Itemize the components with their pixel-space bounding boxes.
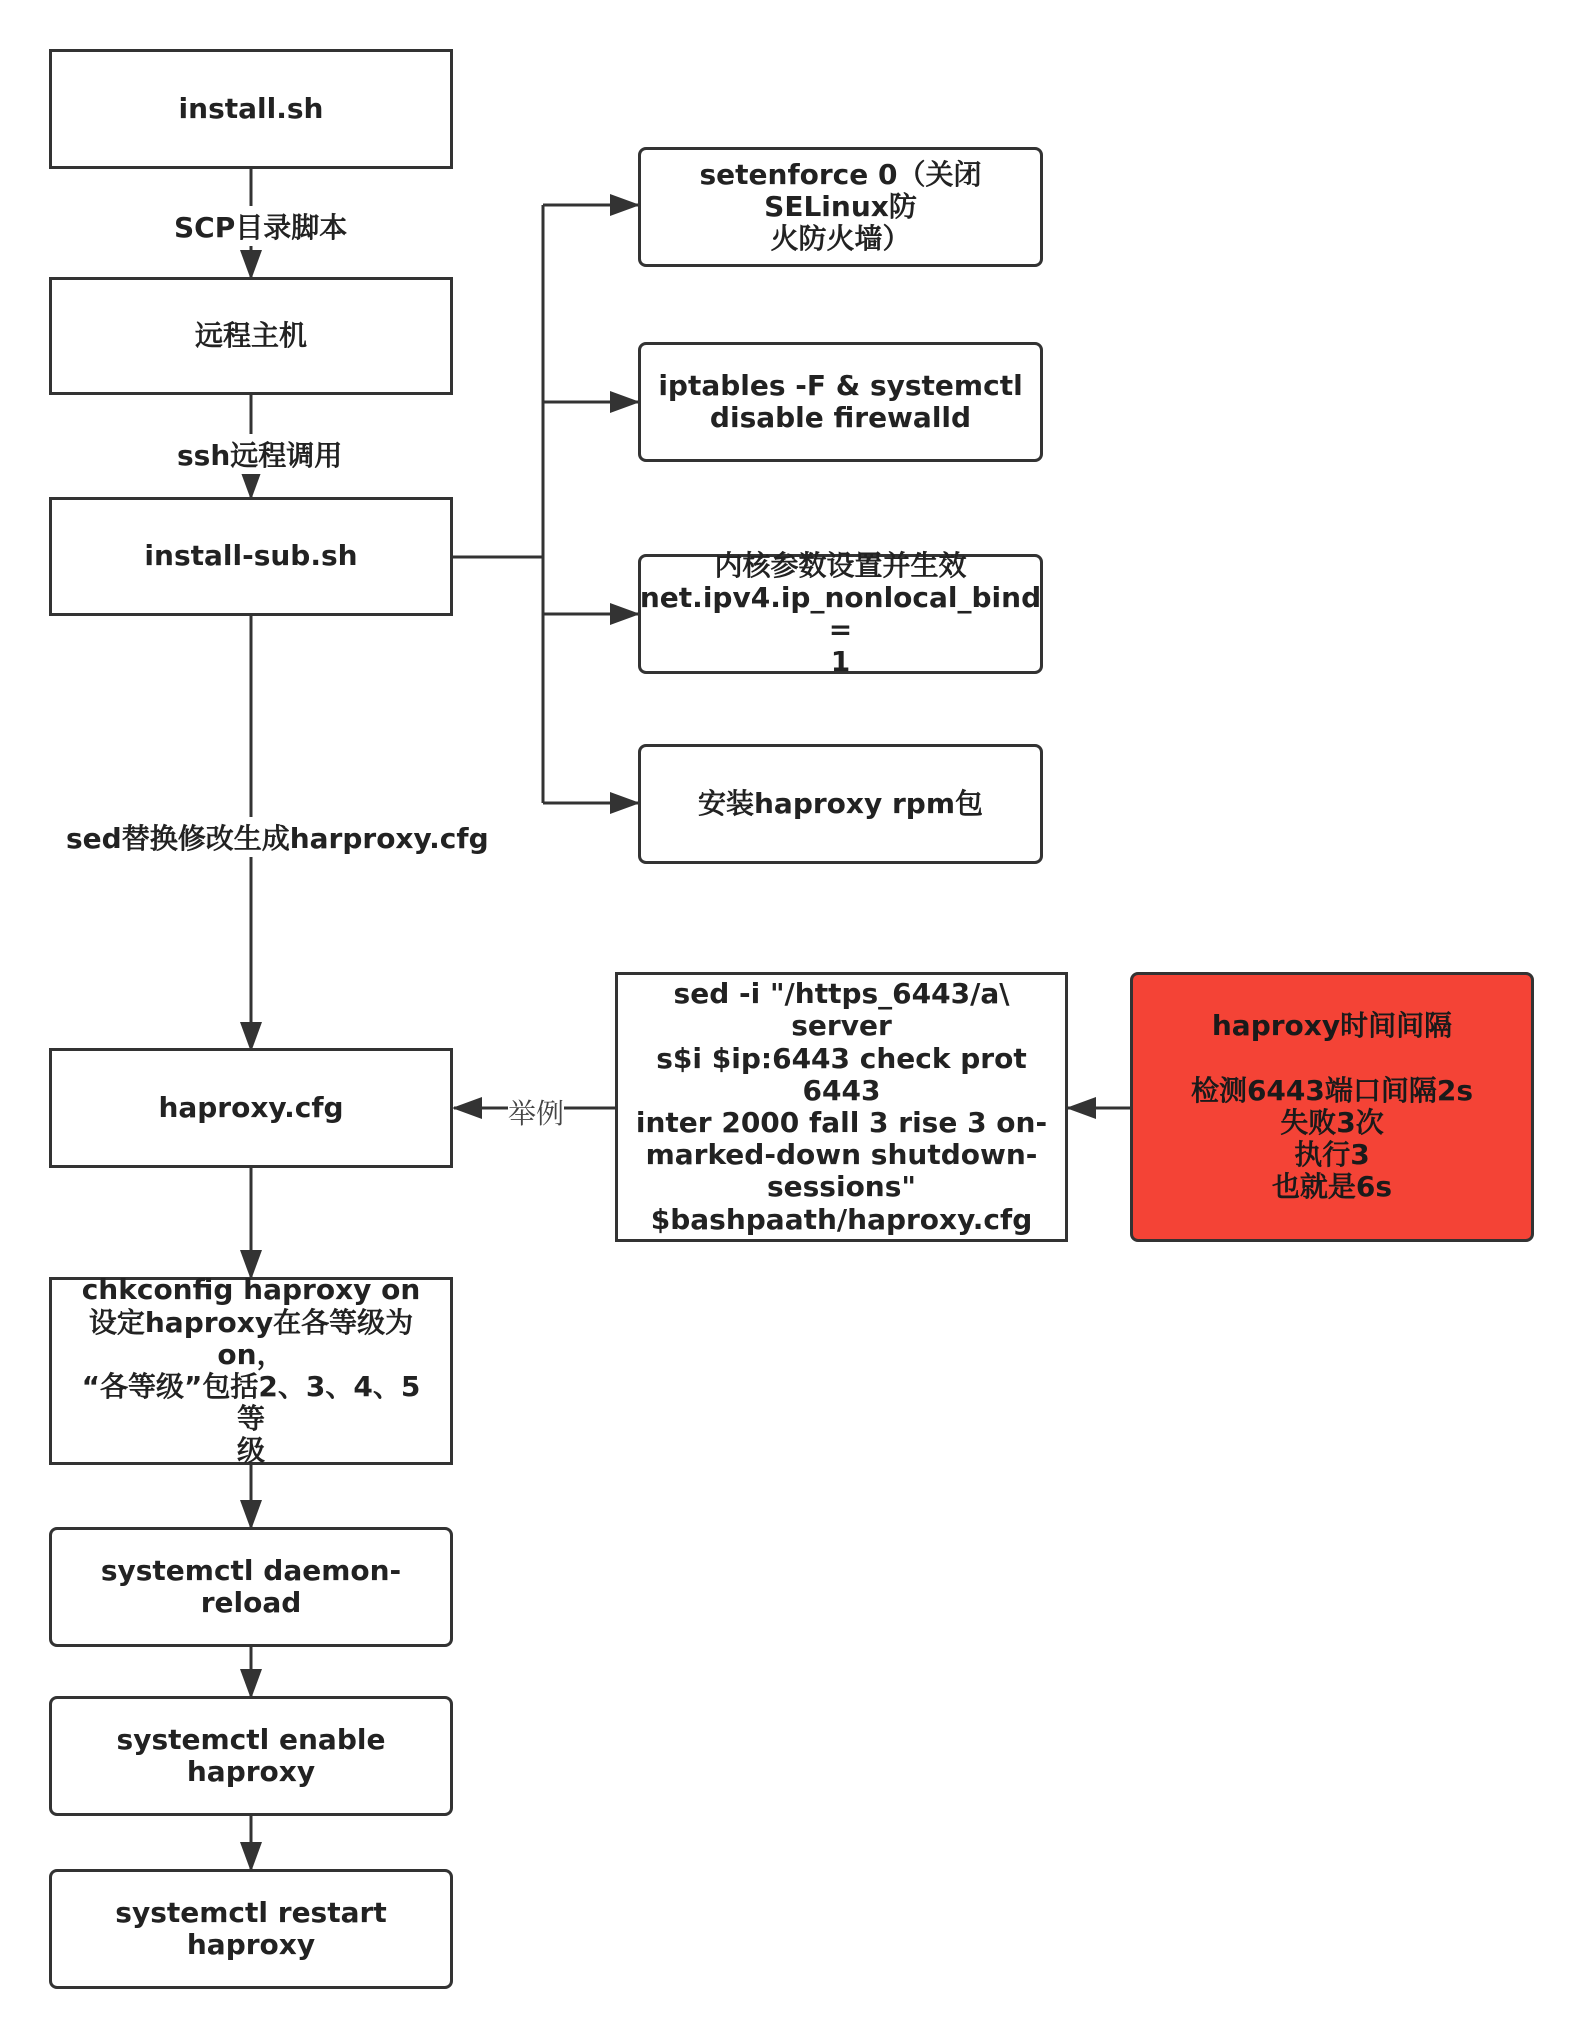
node-sed-example-label: sed -i "/https_6443/a\ server s$i $ip:6443 check prot 6443 inter 2000 fall 3 rise 3 on- marked-down shutdown- sessions" $bashpaath/haproxy.cfg bbox=[635, 977, 1048, 1236]
node-setenforce bbox=[638, 147, 1043, 267]
node-install-sh-label: install.sh bbox=[178, 91, 324, 125]
node-kernel-params bbox=[638, 548, 1043, 679]
node-daemon-reload-label: systemctl daemon-reload bbox=[100, 1553, 402, 1619]
node-haproxy-interval-label: haproxy时间间隔 检测6443端口间隔2s 失败3次 执行3 也就是6s bbox=[1190, 1009, 1474, 1204]
node-setenforce-label: setenforce 0（关闭SELinux防 火防火墙） bbox=[699, 157, 982, 256]
node-install-sub-sh bbox=[49, 497, 453, 616]
node-enable-label: systemctl enable haproxy bbox=[116, 1722, 386, 1788]
node-remote-host-label: 远程主机 bbox=[194, 318, 307, 352]
node-iptables-label: iptables -F & systemctl disable firewalld bbox=[658, 368, 1023, 434]
node-install-rpm-label: 安装haproxy rpm包 bbox=[697, 786, 983, 820]
node-install-sub-sh-label: install-sub.sh bbox=[144, 539, 358, 573]
node-iptables bbox=[638, 342, 1043, 462]
node-haproxy-cfg-label: haproxy.cfg bbox=[158, 1090, 344, 1124]
node-sed-example bbox=[615, 972, 1068, 1242]
edge-label-scp: SCP目录脚本 bbox=[174, 206, 347, 246]
node-install-sh bbox=[49, 49, 453, 169]
edge-label-ssh: ssh远程调用 bbox=[177, 434, 342, 474]
node-haproxy-interval bbox=[1130, 972, 1534, 1242]
node-enable bbox=[49, 1696, 453, 1816]
edge-label-sed-generate: sed替换修改生成harproxy.cfg bbox=[66, 817, 489, 857]
edge-label-example: 举例 bbox=[508, 1092, 564, 1132]
node-install-rpm bbox=[638, 744, 1043, 864]
node-daemon-reload bbox=[49, 1527, 453, 1647]
node-chkconfig-label: chkconfig haproxy on 设定haproxy在各等级为on， “各等级”包括2、3、4、5等 级 bbox=[81, 1273, 421, 1468]
node-chkconfig bbox=[49, 1273, 453, 1468]
node-kernel-params-label: 内核参数设置并生效 net.ipv4.ip_nonlocal_bind = 1 bbox=[639, 548, 1042, 679]
node-haproxy-cfg bbox=[49, 1048, 453, 1168]
node-restart-label: systemctl restart haproxy bbox=[115, 1895, 387, 1961]
node-restart bbox=[49, 1869, 453, 1989]
node-remote-host bbox=[49, 277, 453, 395]
